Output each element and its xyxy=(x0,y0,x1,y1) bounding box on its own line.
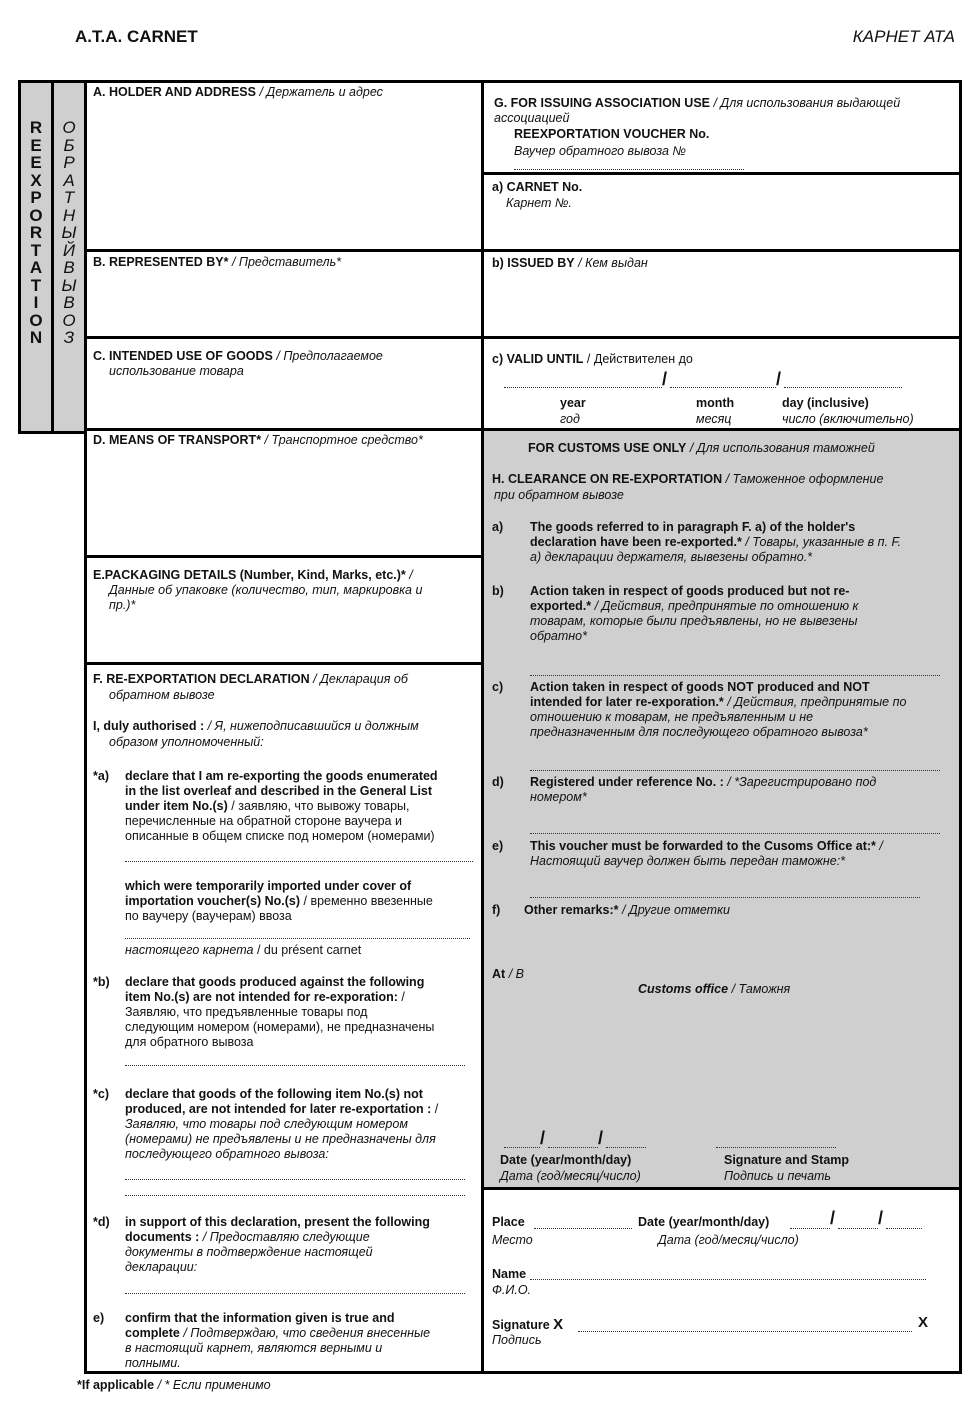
side-letter: Т xyxy=(63,188,75,207)
side-letter: О xyxy=(62,310,76,330)
box-g-association[interactable]: G. FOR ISSUING ASSOCIATION USE / Для использования выдающей ассоциацией REEXPORTATION VOUCHER No. Ваучер обратного вывоза № xyxy=(481,80,962,175)
side-letter: R xyxy=(29,118,43,137)
side-letter: В xyxy=(63,258,75,277)
side-letter: N xyxy=(29,328,43,347)
side-letter: P xyxy=(30,188,42,207)
side-letter: O xyxy=(29,310,43,330)
side-letter: В xyxy=(63,293,75,312)
side-letter: I xyxy=(33,293,39,312)
title-en: A.T.A. CARNET xyxy=(75,27,198,46)
box-f-declaration[interactable]: F. RE-EXPORTATION DECLARATION / Декларация об обратном вывозе I, duly authorised : / Я, нижеподписавшийся и должным образом уполномоченный: *a) declare that I am re-exporting the goods enumerated in the list overleaf and described in the General List under item No.(s) / заявляю, что вывожу товары, перечисленные на обратной стороне ваучера и описанные в общем списке под номером (номерами) which were temporarily imported under cover of importation voucher(s) No.(s) / временно ввезенные по ваучеру (ваучерам) ввоза настоящего карнета / du présent carnet *b) declare that goods produced against the following item No.(s) are not intended for re-exporation: / Заявляю, что предъявленные товары под следующим номером (номерами), не предназначены для обратного вывоза *c) declare that goods of the following item No.(s) not produced, are not intended for later re-exportation : / Заявляю, что товары под следующим номером (номерами) не предъявлены и не предназначены для последующего обратного вывоза: *d) in support of this declaration, present the following documents : / Предоставляю следующие документы в подтверждение настоящей декларации: e) confirm that the information given is true and complete / Подтверждаю, что сведения внесенные в настоящий карнет, являются верными и полными. xyxy=(84,662,484,1374)
side-letter: Н xyxy=(62,205,76,225)
side-letter: T xyxy=(30,275,42,295)
side-letter: Й xyxy=(62,240,76,260)
side-column-en xyxy=(18,80,54,434)
box-customs-use: FOR CUSTOMS USE ONLY / Для использования таможней H. CLEARANCE ON RE-EXPORTATION / Таможенное оформление при обратном вывозе a) The goods referred to in paragraph F. a) of the holder's declaration have been re-exported.* / Товары, указанные в п. F. а) декларации держателя, вывезены обратно.* b) Action taken in respect of goods produced but not re- exported.* / Действия, предпринятые по отношению к товарам, которые были предъявлены, но не вывезены обратно* c) Action taken in respect of goods NOT produced and NOT intended for later re-exporation.* / Действия, предпринятые по отношению к товарам, не предъявленным и не предназначенным для последующего обратного вывоза* d) Registered under reference No. : / *Зарегистрировано под номером* e) This voucher must be forwarded to the Cusoms Office at:* / Настоящий ваучер должен быть передан таможне:* f) Other remarks:* / Другие отметки At / В Customs office / Таможня / / Date (year/month/day) Дата (год/месяц/число) Signature and Stamp Подпись и печать xyxy=(481,428,962,1190)
side-column-ru xyxy=(51,80,87,434)
side-letter: X xyxy=(30,170,42,190)
box-a-holder[interactable]: A. HOLDER AND ADDRESS / Держатель и адрес xyxy=(84,80,484,252)
side-letter: Ы xyxy=(61,223,77,242)
side-letter: E xyxy=(30,153,42,172)
side-letter: Р xyxy=(63,153,75,172)
side-letter: З xyxy=(63,328,75,347)
side-letter: О xyxy=(62,118,76,137)
box-d-transport[interactable]: D. MEANS OF TRANSPORT* / Транспортное средство* xyxy=(84,428,484,558)
box-signature[interactable]: Place Date (year/month/day) / / Место Дата (год/месяц/число) Name Ф.И.О. Signature X X Подпись xyxy=(481,1187,962,1374)
box-gb-issued-by[interactable]: b) ISSUED BY / Кем выдан xyxy=(481,249,962,339)
box-c-intended-use[interactable]: C. INTENDED USE OF GOODS / Предполагаемое использование товара xyxy=(84,336,484,431)
side-letter: T xyxy=(30,240,42,260)
side-letter: Ы xyxy=(61,275,77,295)
title-ru: КАРНЕТ АТА xyxy=(852,27,955,46)
side-letter: O xyxy=(29,205,43,225)
side-letter: A xyxy=(29,258,43,277)
box-e-packaging[interactable]: E.PACKAGING DETAILS (Number, Kind, Marks, etc.)* / Данные об упаковке (количество, тип, маркировка и пр.)* xyxy=(84,555,484,665)
side-letter: E xyxy=(30,135,42,155)
box-ga-carnet-no[interactable]: a) CARNET No. Карнет №. xyxy=(481,172,962,252)
side-letter: R xyxy=(29,223,43,242)
box-gc-valid-until[interactable]: c) VALID UNTIL / Действителен до / / year год month месяц day (inclusive) число (включительно) xyxy=(481,336,962,431)
side-letter: Б xyxy=(63,135,75,155)
side-letter: А xyxy=(63,170,75,190)
box-b-represented[interactable]: B. REPRESENTED BY* / Представитель* xyxy=(84,249,484,339)
